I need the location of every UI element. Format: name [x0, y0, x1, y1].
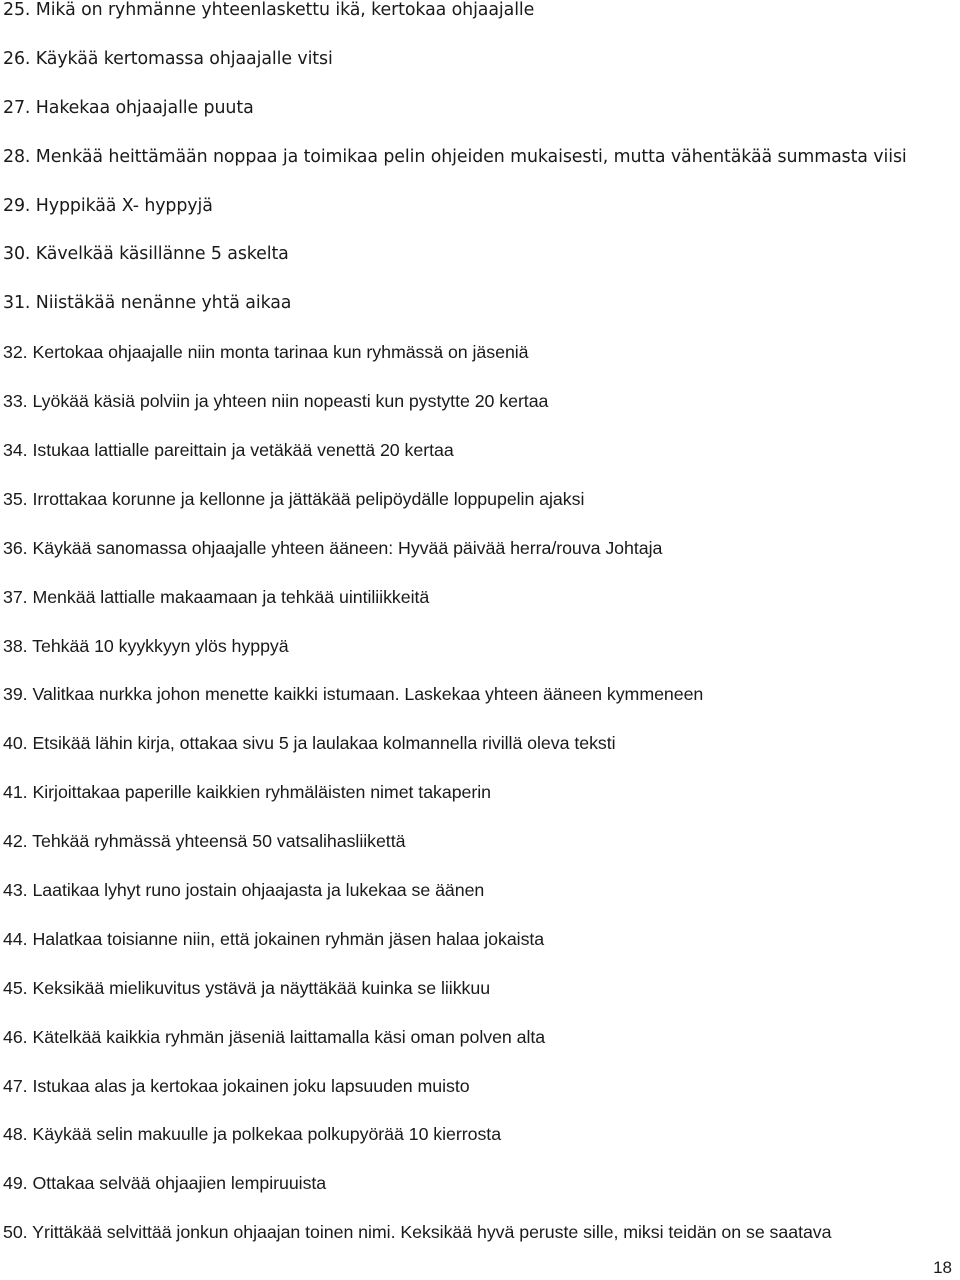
list-item: 38. Tehkää 10 kyykkyyn ylös hyppyä	[3, 635, 289, 656]
list-item: 33. Lyökää käsiä polviin ja yhteen niin nopeasti kun pystytte 20 kertaa	[3, 391, 549, 412]
list-item: 50. Yrittäkää selvittää jonkun ohjaajan toinen nimi. Keksikää hyvä peruste sille, miksi teidän on se saatava	[3, 1222, 832, 1243]
list-item: 34. Istukaa lattialle pareittain ja vetäkää venettä 20 kertaa	[3, 440, 454, 461]
list-item: 35. Irrottakaa korunne ja kellonne ja jättäkää pelipöydälle loppupelin ajaksi	[3, 488, 585, 509]
list-item: 48. Käykää selin makuulle ja polkekaa polkupyörää 10 kierrosta	[3, 1124, 502, 1145]
list-item: 44. Halatkaa toisianne niin, että jokainen ryhmän jäsen halaa jokaista	[3, 928, 545, 949]
list-item: 41. Kirjoittakaa paperille kaikkien ryhmäläisten nimet takaperin	[3, 782, 492, 803]
list-item: 46. Kätelkää kaikkia ryhmän jäseniä laittamalla käsi oman polven alta	[3, 1026, 546, 1047]
list-item: 25. Mikä on ryhmänne yhteenlaskettu ikä, kertokaa ohjaajalle	[3, 0, 535, 20]
list-item: 26. Käykää kertomassa ohjaajalle vitsi	[3, 48, 333, 69]
list-item: 49. Ottakaa selvää ohjaajien lempiruuista	[3, 1173, 327, 1194]
list-item: 43. Laatikaa lyhyt runo jostain ohjaajasta ja lukekaa se äänen	[3, 880, 485, 901]
list-item: 28. Menkää heittämään noppaa ja toimikaa pelin ohjeiden mukaisesti, mutta vähentäkää summasta viisi	[3, 146, 907, 167]
list-item: 31. Niistäkää nenänne yhtä aikaa	[3, 293, 292, 314]
list-item: 29. Hyppikää X- hyppyjä	[3, 195, 213, 216]
list-item: 32. Kertokaa ohjaajalle niin monta tarinaa kun ryhmässä on jäseniä	[3, 342, 529, 363]
list-item: 40. Etsikää lähin kirja, ottakaa sivu 5 ja laulakaa kolmannella rivillä oleva teksti	[3, 733, 616, 754]
list-item: 30. Kävelkää käsillänne 5 askelta	[3, 244, 289, 265]
list-item: 36. Käykää sanomassa ohjaajalle yhteen ääneen: Hyvää päivää herra/rouva Johtaja	[3, 537, 663, 558]
page-number: 18	[933, 1258, 952, 1277]
list-item: 37. Menkää lattialle makaamaan ja tehkää uintiliikkeitä	[3, 586, 430, 607]
task-list	[3, 0, 907, 1266]
list-item: 39. Valitkaa nurkka johon menette kaikki istumaan. Laskekaa yhteen ääneen kymmeneen	[3, 684, 704, 705]
list-item: 27. Hakekaa ohjaajalle puuta	[3, 97, 254, 118]
list-item: 42. Tehkää ryhmässä yhteensä 50 vatsalihasliikettä	[3, 831, 406, 852]
list-item: 47. Istukaa alas ja kertokaa jokainen joku lapsuuden muisto	[3, 1075, 470, 1096]
list-item: 45. Keksikää mielikuvitus ystävä ja näyttäkää kuinka se liikkuu	[3, 977, 491, 998]
